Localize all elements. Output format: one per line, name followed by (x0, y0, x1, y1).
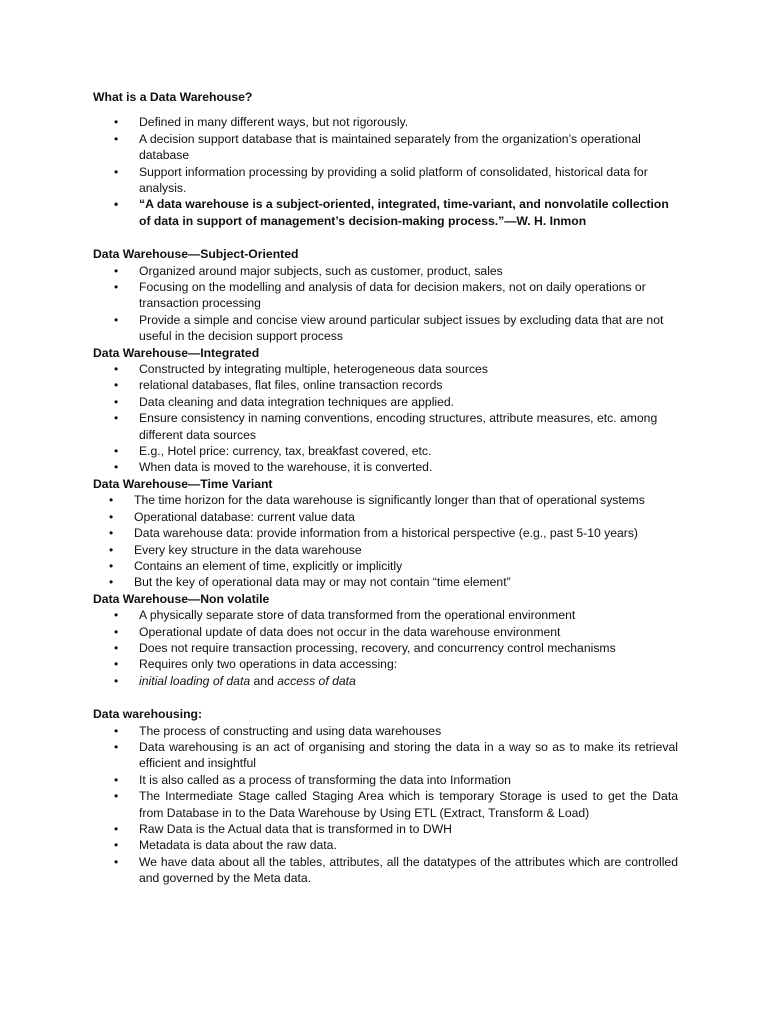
bullet-icon: • (109, 509, 114, 524)
list-item-text: Ensure consistency in naming conventions, encoding structures, attribute measures, etc. among different data sources (139, 411, 658, 442)
section-heading-subject-oriented: Data Warehouse—Subject-Oriented (93, 247, 299, 262)
list-item (93, 525, 678, 541)
section-heading-data-warehousing: Data warehousing: (93, 707, 203, 722)
bullet-icon: • (109, 558, 114, 573)
list-item (93, 443, 678, 459)
list-item-text: When data is moved to the warehouse, it is converted. (139, 460, 433, 475)
list-item-text: Every key structure in the data warehouse (134, 542, 362, 557)
spacer (93, 105, 678, 114)
bullet-icon: • (114, 312, 119, 327)
bullet-icon: • (114, 411, 119, 426)
bullet-icon: • (114, 460, 119, 475)
bullet-list-what-is-dw (93, 114, 678, 229)
list-item-quote (93, 196, 678, 229)
section-heading-integrated: Data Warehouse—Integrated (93, 345, 260, 360)
bullet-icon: • (114, 657, 119, 672)
list-item-text: Data warehouse data: provide information from a historical perspective (e.g., past 5-10 years) (134, 526, 638, 541)
bullet-icon: • (114, 624, 119, 639)
spacer (93, 689, 678, 706)
bullet-list-subject-oriented (93, 263, 678, 345)
list-item (93, 131, 678, 164)
list-item (93, 821, 678, 837)
list-item (93, 377, 678, 393)
document-page (93, 89, 678, 887)
list-item (93, 542, 678, 558)
list-item (93, 394, 678, 410)
list-item-text: It is also called as a process of transforming the data into Information (139, 772, 511, 787)
list-item (93, 492, 678, 508)
bullet-icon: • (114, 378, 119, 393)
list-item (93, 640, 678, 656)
list-item-text: Provide a simple and concise view around particular subject issues by excluding data that are not useful in the decision support process (139, 312, 664, 344)
list-item-text: The time horizon for the data warehouse is significantly longer than that of operational systems (134, 493, 645, 508)
list-item (93, 854, 678, 887)
bullet-icon: • (114, 115, 119, 130)
list-item-text: Operational update of data does not occur in the data warehouse environment (139, 624, 561, 639)
list-item-text: E.g., Hotel price: currency, tax, breakfast covered, etc. (139, 444, 432, 459)
inmon-quote: “A data warehouse is a subject-oriented, integrated, time-variant, and nonvolatile collection of data in support of management’s decision-making process.”—W. H. Inmon (139, 197, 669, 228)
list-item-text: Metadata is data about the raw data. (139, 838, 337, 853)
list-item (93, 558, 678, 574)
list-item (93, 459, 678, 475)
bullet-icon: • (114, 131, 119, 146)
bullet-icon: • (114, 821, 119, 836)
spacer (93, 229, 678, 246)
list-item-text: A physically separate store of data transformed from the operational environment (139, 608, 576, 623)
list-item (93, 772, 678, 788)
bullet-icon: • (109, 526, 114, 541)
list-item-text: Constructed by integrating multiple, heterogeneous data sources (139, 362, 488, 377)
bullet-icon: • (114, 263, 119, 278)
list-item (93, 312, 678, 345)
bullet-icon: • (114, 640, 119, 655)
bullet-icon: • (114, 673, 119, 688)
bullet-list-non-volatile (93, 607, 678, 689)
bullet-icon: • (114, 394, 119, 409)
list-item-text: But the key of operational data may or may not contain “time element” (134, 575, 511, 590)
list-item (93, 607, 678, 623)
list-item-text: relational databases, flat files, online transaction records (139, 378, 443, 393)
bullet-list-integrated (93, 361, 678, 476)
list-item-text: The Intermediate Stage called Staging Area which is temporary Storage is used to get the Data from Database in to the Data Warehouse by Using ETL (Extract, Transform & Load) (139, 789, 678, 820)
bullet-icon: • (114, 854, 119, 869)
bullet-icon: • (114, 772, 119, 787)
list-item (93, 279, 678, 312)
list-item (93, 673, 678, 689)
list-item-text: Focusing on the modelling and analysis of data for decision makers, not on daily operations or transaction processing (139, 280, 646, 311)
bullet-icon: • (114, 608, 119, 623)
list-item (93, 624, 678, 640)
list-item (93, 263, 678, 279)
list-item-text: Contains an element of time, explicitly or implicitly (134, 558, 403, 573)
list-item (93, 509, 678, 525)
list-item-text: Organized around major subjects, such as customer, product, sales (139, 263, 503, 278)
list-item (93, 164, 678, 197)
list-item-text: We have data about all the tables, attributes, all the datatypes of the attributes which are controlled and governed by the Meta data. (139, 854, 678, 886)
access-of-data-text: access of data (277, 673, 356, 688)
connector-text: and (250, 673, 278, 688)
bullet-icon: • (114, 280, 119, 295)
section-heading-time-variant: Data Warehouse—Time Variant (93, 476, 273, 491)
list-item (93, 574, 678, 590)
list-item-text: Data cleaning and data integration techniques are applied. (139, 394, 455, 409)
bullet-icon: • (109, 542, 114, 557)
bullet-icon: • (114, 164, 119, 179)
bullet-icon: • (114, 723, 119, 738)
list-item-text: Data warehousing is an act of organising and storing the data in a way so as to make its retrieval efficient and insightful (139, 739, 678, 771)
list-item-text: Support information processing by providing a solid platform of consolidated, historical data for analysis. (139, 164, 648, 196)
list-item-text: The process of constructing and using data warehouses (139, 723, 442, 738)
initial-loading-text: initial loading of data (139, 673, 251, 688)
list-item (93, 114, 678, 130)
list-item-text: Requires only two operations in data accessing: (139, 657, 398, 672)
bullet-icon: • (114, 197, 119, 212)
list-item (93, 410, 678, 443)
bullet-icon: • (114, 739, 119, 754)
list-item-text: Does not require transaction processing, recovery, and concurrency control mechanisms (139, 640, 616, 655)
list-item (93, 788, 678, 821)
bullet-icon: • (109, 493, 114, 508)
list-item-text: Defined in many different ways, but not rigorously. (139, 115, 409, 130)
bullet-icon: • (114, 789, 119, 804)
list-item-text: Raw Data is the Actual data that is transformed in to DWH (139, 821, 452, 836)
list-item-text: Operational database: current value data (134, 509, 355, 524)
bullet-icon: • (114, 362, 119, 377)
bullet-list-data-warehousing (93, 723, 678, 887)
bullet-icon: • (109, 575, 114, 590)
list-item (93, 361, 678, 377)
section-heading-what-is-dw: What is a Data Warehouse? (93, 90, 253, 104)
bullet-icon: • (114, 838, 119, 853)
section-heading-non-volatile: Data Warehouse—Non volatile (93, 591, 270, 606)
list-item-text (139, 674, 356, 688)
list-item (93, 723, 678, 739)
bullet-list-time-variant (93, 492, 678, 590)
list-item (93, 739, 678, 772)
list-item (93, 656, 678, 672)
list-item-text: A decision support database that is maintained separately from the organization’s operational database (139, 131, 641, 163)
bullet-icon: • (114, 444, 119, 459)
list-item (93, 837, 678, 853)
